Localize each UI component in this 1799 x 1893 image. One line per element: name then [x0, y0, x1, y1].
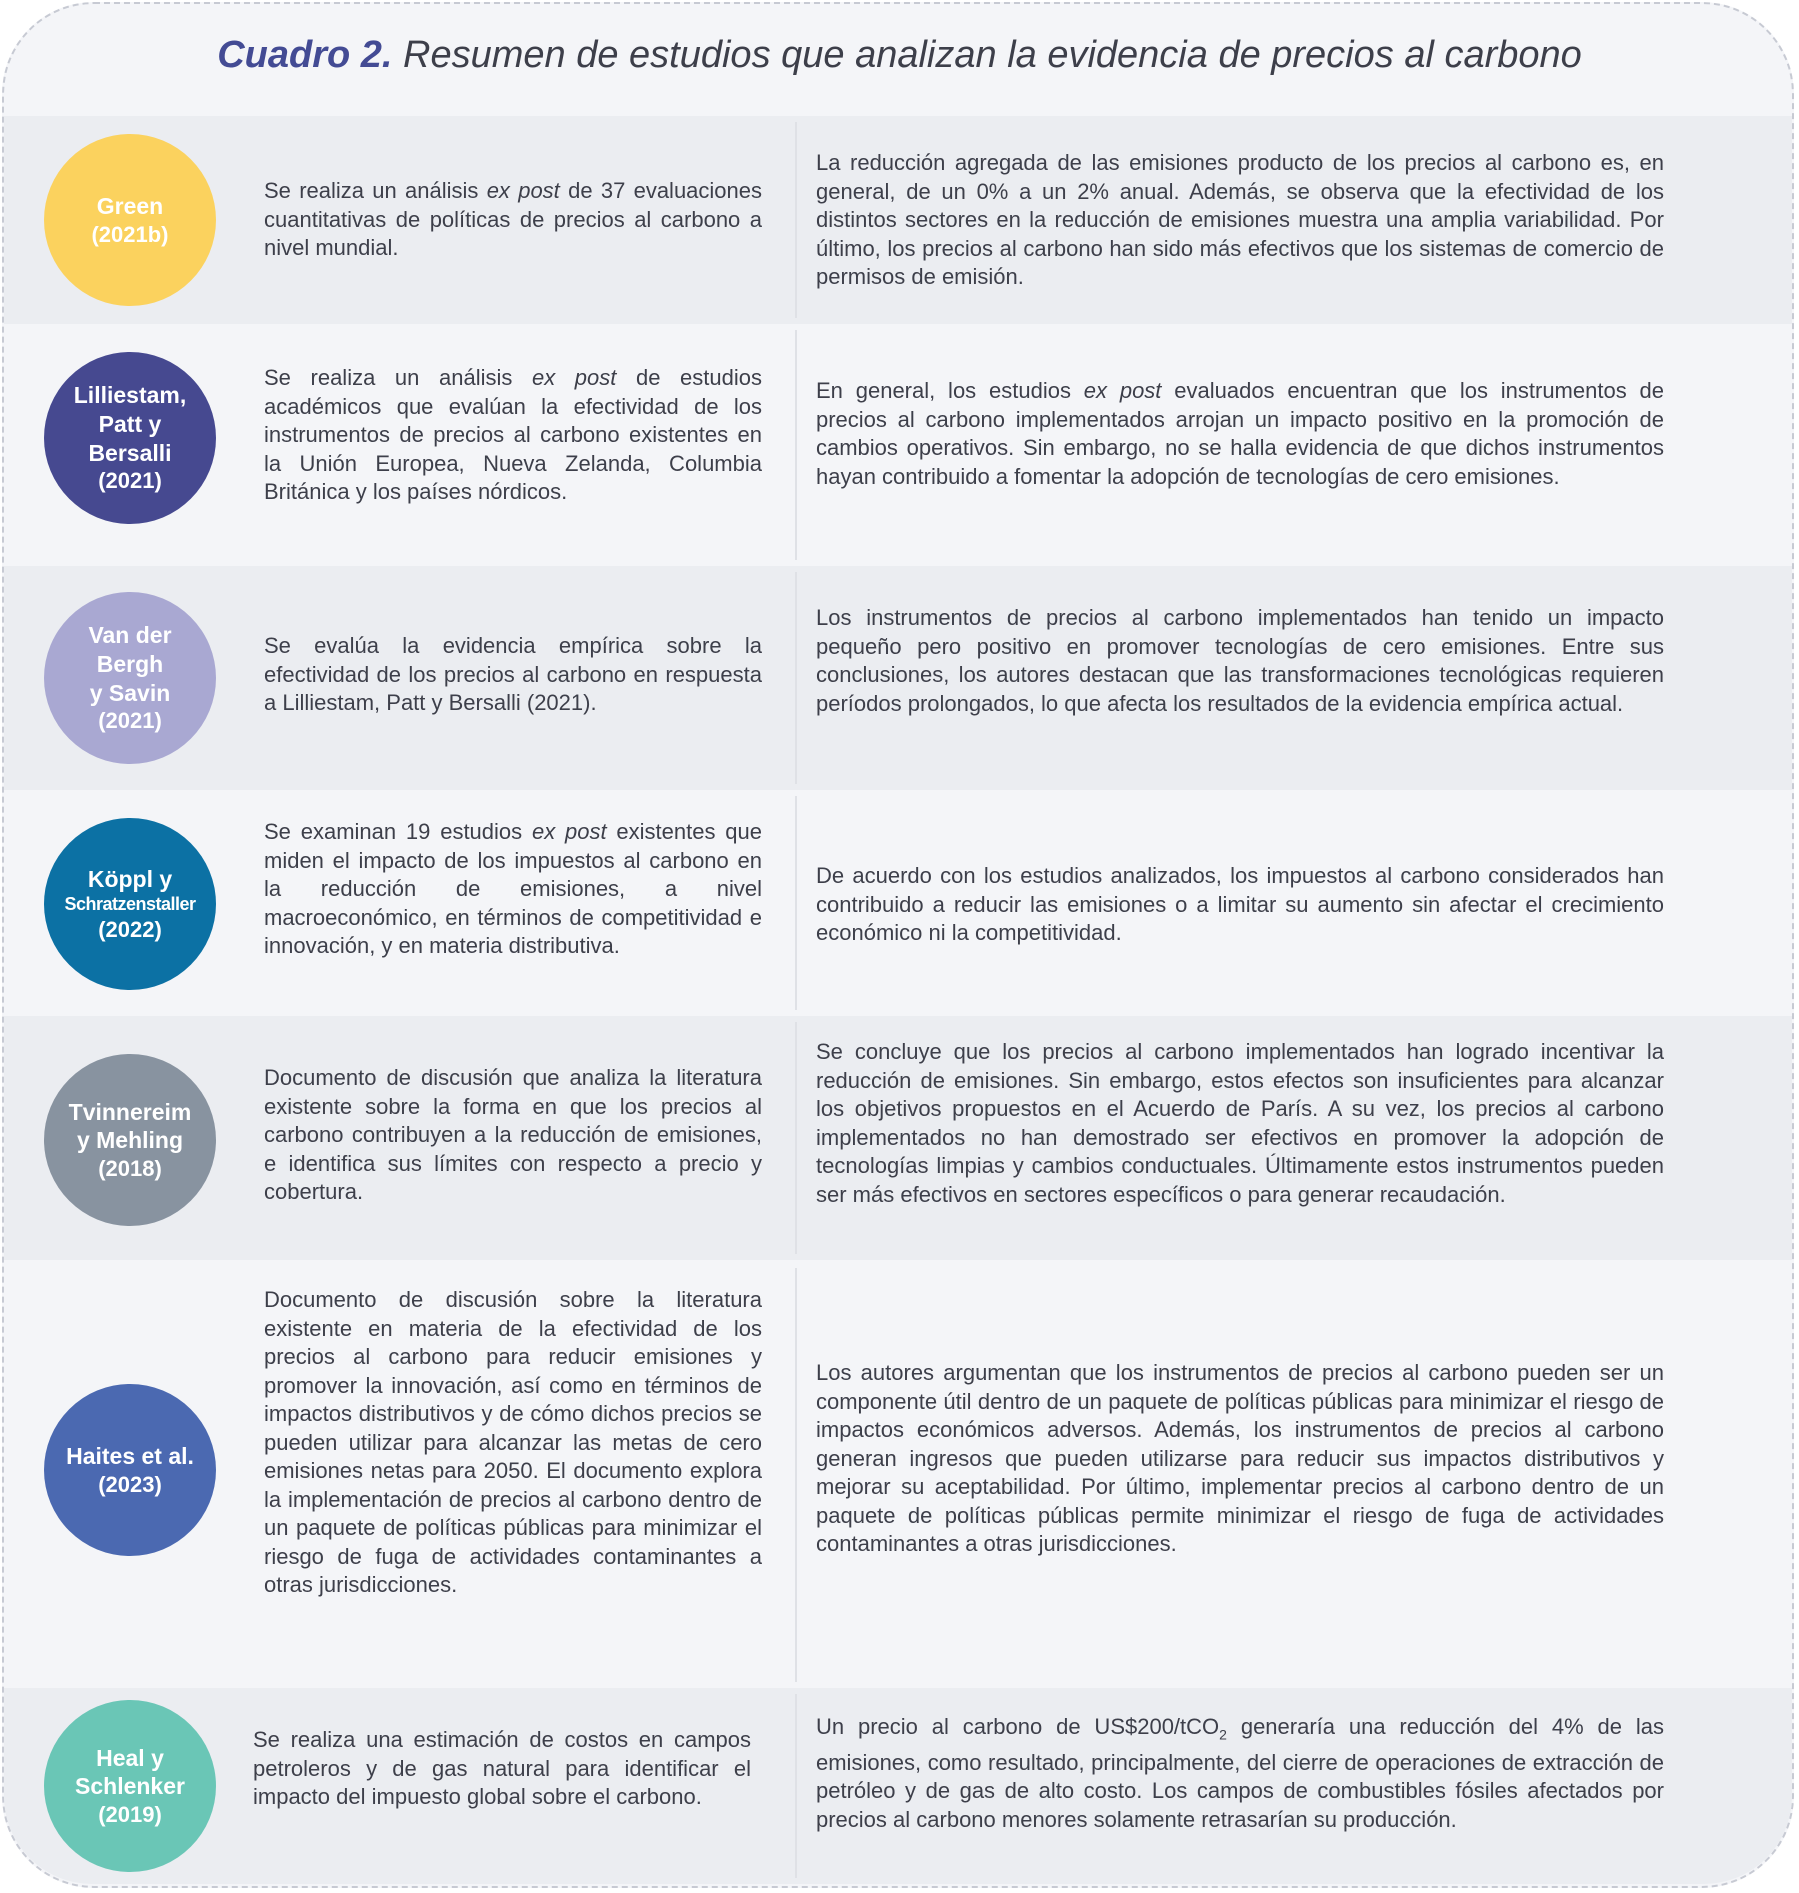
author-name: Köppl y [87, 865, 173, 892]
author-name: Bersalli [88, 439, 172, 466]
study-description: Se evalúa la evidencia empírica sobre la efectividad de los precios al carbono en respuesta a Lilliestam, Patt y Bersalli (2021). [264, 633, 762, 715]
author-year: (2023) [98, 1471, 162, 1497]
study-description: Se realiza una estimación de costos en campos petroleros y de gas natural para identificar el impacto del impuesto global sobre el carbono. [253, 1727, 751, 1809]
column-divider [795, 1268, 797, 1682]
author-badge [44, 818, 216, 990]
author-name: Haites et al. [66, 1442, 194, 1469]
table-title [0, 34, 1799, 77]
column-divider [795, 1694, 797, 1878]
table-row [4, 1260, 1792, 1688]
author-year: (2019) [98, 1802, 162, 1827]
study-description: Se realiza un análisis ex post de 37 evaluaciones cuantitativas de políticas de precios al carbono a nivel mundial. [264, 178, 763, 260]
author-year: (2018) [98, 1156, 162, 1181]
table-row [4, 1688, 1792, 1884]
table-row [4, 116, 1792, 324]
author-badge [44, 1700, 216, 1872]
author-badge [44, 352, 216, 524]
study-result: De acuerdo con los estudios analizados, los impuestos al carbono considerados han contribuido a reducir las emisiones o a limitar su aumento sin afectar el crecimiento económico ni la competitividad. [816, 863, 1664, 945]
author-year: (2021b) [91, 221, 169, 247]
author-badge [44, 1384, 216, 1556]
study-result: Los autores argumentan que los instrumentos de precios al carbono pueden ser un componente útil dentro de un paquete de políticas públicas para minimizar el riesgo de impactos económicos adversos. Además, los instrumentos de precios al carbono generan ingresos que pueden utilizarse para reducir sus impactos distributivos y mejorar su aceptabilidad. Por último, implementar precios al carbono dentro de un paquete de políticas públicas permite minimizar el riesgo de fuga de actividades contaminantes a otras jurisdicciones. [816, 1360, 1664, 1556]
study-result: Se concluye que los precios al carbono implementados han logrado incentivar la reducción de emisiones. Sin embargo, estos efectos son insuficientes para alcanzar los objetivos propuestos en el Acuerdo de París. A su vez, los precios al carbono implementados no han demostrado ser efectivos en promover la adopción de tecnologías limpias y cambios conductuales. Últimamente estos instrumentos pueden ser más efectivos en sectores específicos o para generar recaudación. [816, 1039, 1664, 1207]
author-name: Bergh [96, 650, 164, 677]
author-name: Schratzenstaller [64, 894, 196, 915]
table-row [4, 1016, 1792, 1260]
study-description: Se realiza un análisis ex post de estudios académicos que evalúan la efectividad de los instrumentos de precios al carbono existentes en la Unión Europea, Nueva Zelanda, Columbia Británica y los países nórdicos. [264, 365, 762, 504]
column-divider [795, 122, 797, 318]
table-caption: Resumen de estudios que analizan la evidencia de precios al carbono [403, 34, 1582, 76]
column-divider [795, 796, 797, 1010]
author-badge [44, 134, 216, 306]
table-row [4, 790, 1792, 1016]
author-name: Schlenker [75, 1773, 185, 1800]
column-divider [795, 1022, 797, 1254]
subscript: 2 [1219, 1726, 1227, 1743]
author-name: y Savin [89, 679, 171, 706]
author-name: y Mehling [76, 1127, 184, 1154]
author-badge [44, 592, 216, 764]
column-divider [795, 572, 797, 784]
column-divider [795, 330, 797, 560]
author-name: Heal y [96, 1744, 164, 1771]
author-name: Green [96, 192, 164, 219]
study-result: Los instrumentos de precios al carbono implementados han tenido un impacto pequeño pero positivo en promover tecnologías de cero emisiones. Entre sus conclusiones, los autores destacan que las transformaciones tecnológicas requieren períodos prolongados, lo que afecta los resultados de la evidencia empírica actual. [816, 605, 1664, 716]
table-row [4, 566, 1792, 790]
study-description: Documento de discusión sobre la literatura existente en materia de la efectividad de los precios al carbono para reducir emisiones y promover la innovación, así como en términos de impactos distributivos y de cómo dichos precios se pueden utilizar para alcanzar las metas de cero emisiones netas para 2050. El documento explora la implementación de precios al carbono dentro de un paquete de políticas públicas para minimizar el riesgo de fuga de actividades contaminantes a otras jurisdicciones. [264, 1287, 762, 1597]
author-year: (2021) [98, 708, 162, 734]
study-result: En general, los estudios ex post evaluados encuentran que los instrumentos de precios al carbono implementados arrojan un impacto positivo en la promoción de cambios operativos. Sin embargo, no se halla evidencia de que dichos instrumentos hayan contribuido a fomentar la adopción de tecnologías de cero emisiones. [816, 378, 1664, 489]
study-result: La reducción agregada de las emisiones producto de los precios al carbono es, en general, de un 0% a un 2% anual. Además, se observa que la efectividad de los distintos sectores en la reducción de emisiones muestra una amplia variabilidad. Por último, los precios al carbono han sido más efectivos que los sistemas de comercio de permisos de emisión. [816, 150, 1664, 289]
author-name: Van der [88, 622, 172, 649]
author-name: Tvinnereim [68, 1098, 192, 1125]
result-text: Un precio al carbono de US$200/tCO [816, 1714, 1220, 1739]
author-name: Lilliestam, [73, 382, 187, 409]
author-year: (2022) [98, 916, 162, 942]
study-description: Documento de discusión que analiza la literatura existente sobre la forma en que los precios al carbono contribuyen a la reducción de emisiones, e identifica sus límites con respecto a precio y cobertura. [264, 1065, 762, 1204]
result-text: generaría una reducción del 4% de las emisiones, como resultado, principalmente, del cierre de operaciones de extracción de petróleo y de gas de alto costo. Los campos de combustibles fósiles afectados por precios al carbono menores solamente retrasarían su producción. [816, 1714, 1664, 1832]
author-year: (2021) [98, 468, 162, 494]
study-result [816, 1713, 1664, 1834]
author-name: Patt y [98, 410, 162, 437]
table-row [4, 324, 1792, 566]
table-label: Cuadro 2. [217, 34, 393, 76]
study-description: Se examinan 19 estudios ex post existentes que miden el impacto de los impuestos al carbono en la reducción de emisiones, a nivel macroeconómico, en términos de competitividad e innovación, y en materia distributiva. [264, 819, 762, 958]
author-badge [44, 1054, 216, 1226]
